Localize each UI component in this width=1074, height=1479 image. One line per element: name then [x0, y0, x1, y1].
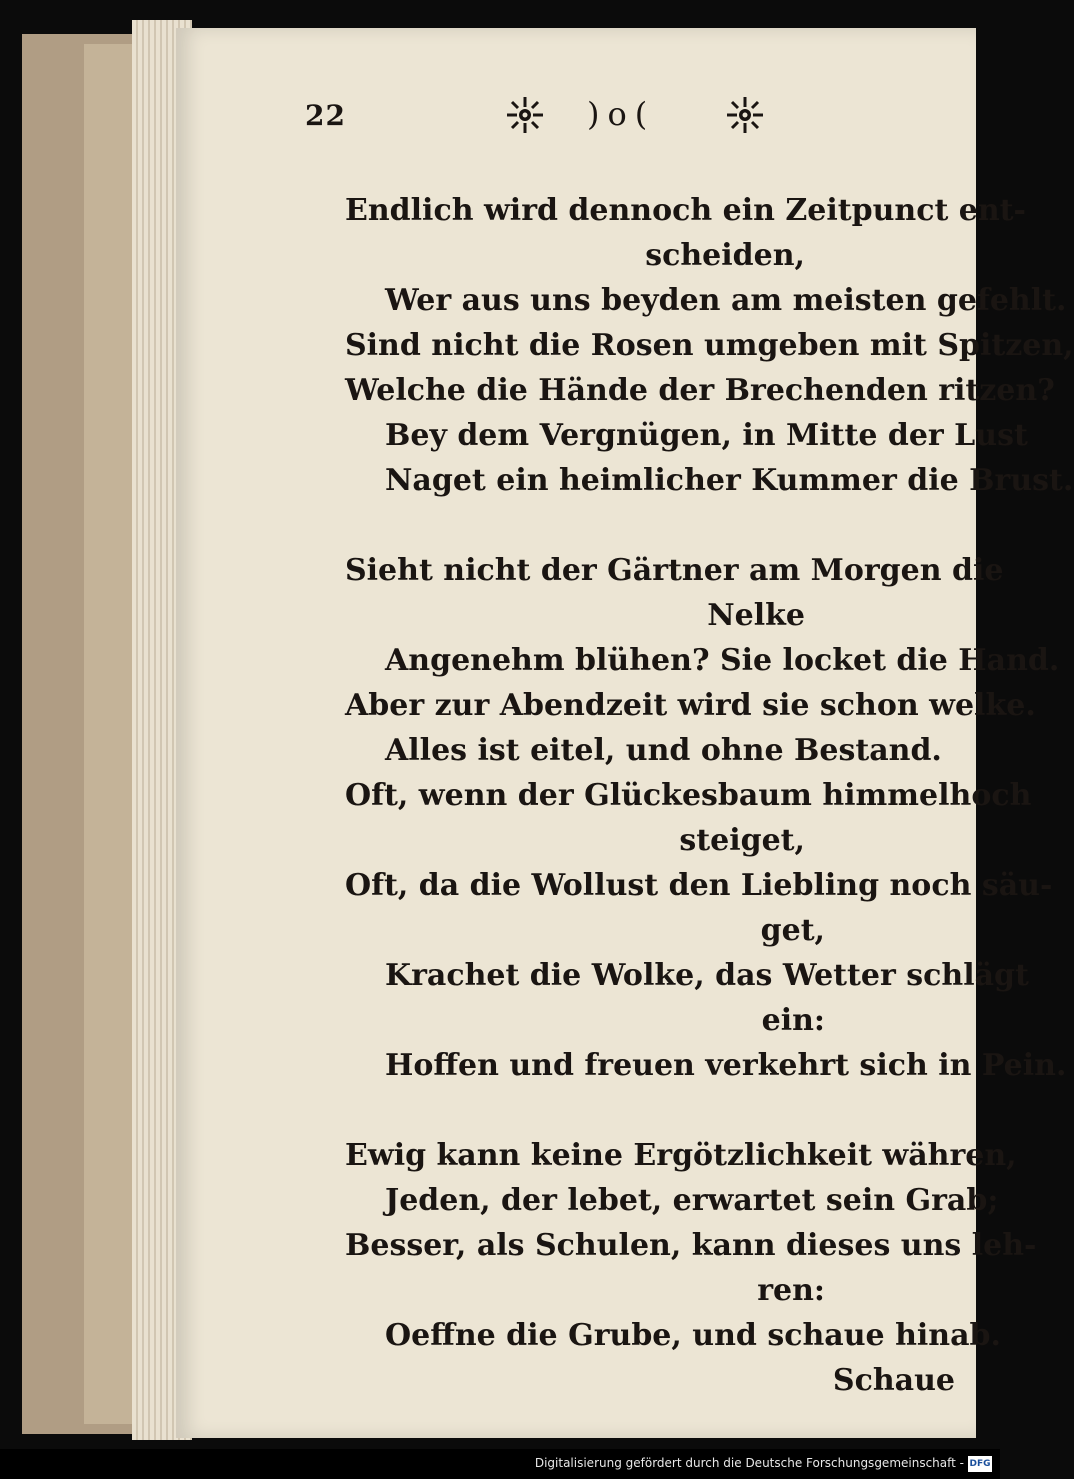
poem-line: Wer aus uns beyden am meisten gefehlt.	[385, 283, 1067, 318]
poem-line: Sind nicht die Rosen umgeben mit Spitzen,	[345, 328, 1074, 363]
poem-line: Oeffne die Grube, und schaue hinab.	[385, 1318, 1001, 1353]
poem-line: Jeden, der lebet, erwartet sein Grab;	[385, 1183, 999, 1218]
poem-line: Sieht nicht der Gärtner am Morgen die	[345, 553, 1004, 588]
poem-line: Bey dem Vergnügen, in Mitte der Lust	[385, 418, 1028, 453]
book-cover-board	[22, 34, 144, 1434]
page-number: 22	[305, 99, 346, 132]
dfg-logo-icon: DFG	[968, 1456, 992, 1472]
poem-text	[345, 188, 1074, 1403]
poem-line: Nelke	[707, 598, 805, 633]
poem-line: ren:	[757, 1273, 825, 1308]
stanza-gap	[345, 1088, 955, 1133]
poem-line: Hoffen und freuen verkehrt sich in Pein.	[385, 1048, 1067, 1083]
poem-line: Besser, als Schulen, kann dieses uns leh-	[345, 1228, 1037, 1263]
page-header	[305, 95, 805, 139]
footer-credit-text: Digitalisierung gefördert durch die Deutsche Forschungsgemeinschaft -	[534, 1456, 964, 1470]
stanza-gap	[345, 503, 955, 548]
poem-line: Oft, da die Wollust den Liebling noch säu-	[345, 868, 1053, 903]
poem-line: Ewig kann keine Ergötzlichkeit währen,	[345, 1138, 1017, 1173]
poem-line: Naget ein heimlicher Kummer die Brust.	[385, 463, 1074, 498]
poem-line: Aber zur Abendzeit wird sie schon welke.	[345, 688, 1036, 723]
header-separator: )o(	[587, 95, 656, 133]
poem-line: Welche die Hände der Brechenden ritzen?	[345, 373, 1055, 408]
poem-line: Oft, wenn der Glückesbaum himmelhoch	[345, 778, 1032, 813]
poem-line: Endlich wird dennoch ein Zeitpunct ent-	[345, 193, 1026, 228]
poem-line: Angenehm blühen? Sie locket die Hand.	[385, 643, 1060, 678]
poem-line: Alles ist eitel, und ohne Bestand.	[385, 733, 942, 768]
flower-ornament-icon	[505, 95, 545, 135]
poem-line: Krachet die Wolke, das Wetter schlägt	[385, 958, 1029, 993]
poem-line: get,	[760, 913, 825, 948]
catchword: Schaue	[832, 1363, 955, 1398]
poem-line: ein:	[761, 1003, 825, 1038]
digitization-footer	[0, 1449, 1000, 1479]
poem-line: steiget,	[679, 823, 805, 858]
poem-line: scheiden,	[645, 238, 805, 273]
flower-ornament-icon	[725, 95, 765, 135]
